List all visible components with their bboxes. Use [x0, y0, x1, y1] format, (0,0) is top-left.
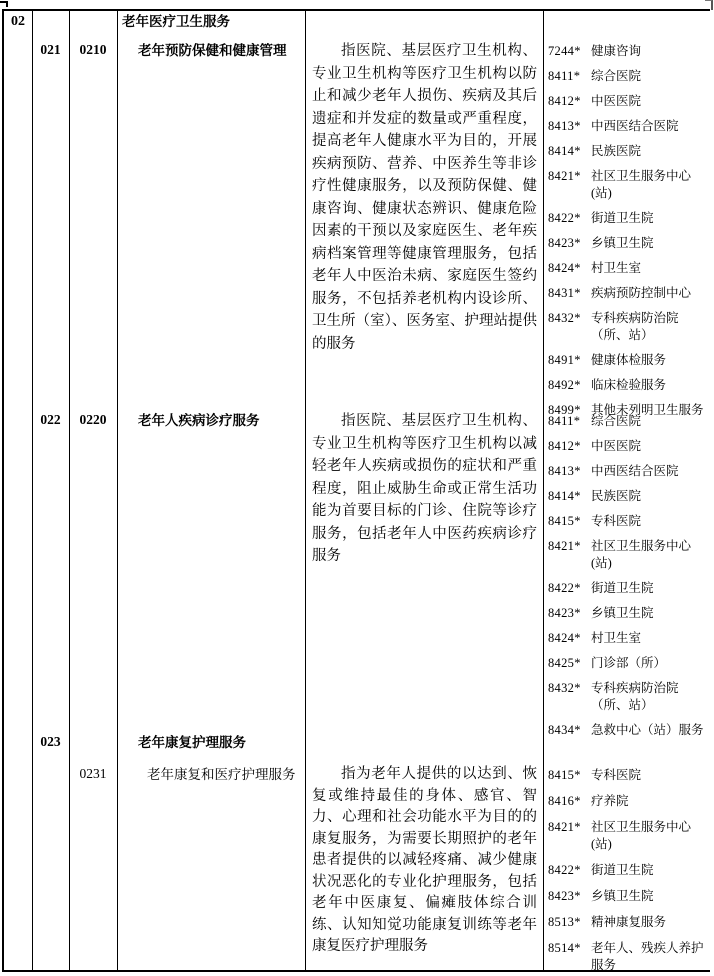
industry-code: 8412*	[548, 439, 581, 453]
item-code: 0231	[79, 766, 107, 781]
industry-code: 8432*	[548, 681, 581, 695]
industry-code-label: 乡镇卫生院	[591, 889, 654, 903]
industry-code: 8514*	[548, 941, 581, 955]
industry-code-entry	[548, 914, 708, 931]
industry-code: 8416*	[548, 794, 581, 808]
category-description: 指为老年人提供的以达到、恢复或维持最佳的身体、感官、智力、心理和社会功能水平为目的的康复服务，为需要长期照护的老年患者提供的以减轻疼痛、减少健康状况恶化的专业化护理服务，包括老年中医康复、偏瘫肢体综合训练、认知知觉功能康复训练等老年康复医疗护理服务	[312, 766, 537, 954]
category-title: 老年康复和医疗护理服务	[147, 767, 296, 782]
category-description: 指医院、基层医疗卫生机构、专业卫生机构等医疗卫生机构以减轻老年人疾病或损伤的症状和严重程度，阻止威胁生命或正常生活功能为首要目标的门诊、住院等诊疗服务，包括老年人中医药疾病诊疗服务	[312, 413, 537, 564]
industry-code-entry	[548, 260, 708, 277]
industry-code-label: 专科疾病防治院（所、站）	[591, 681, 679, 712]
industry-codes-list	[543, 40, 710, 427]
industry-code-label: 中医医院	[591, 439, 642, 453]
industry-code-label: 其他未列明卫生服务	[591, 403, 704, 417]
category-title-cell	[117, 410, 305, 430]
industry-code: 8431*	[548, 286, 581, 300]
industry-code: 8432*	[548, 311, 581, 325]
industry-code-label: 综合医院	[591, 414, 642, 428]
industry-code: 8425*	[548, 656, 581, 670]
industry-code-label: 乡镇卫生院	[591, 236, 654, 250]
industry-codes-list	[543, 732, 710, 735]
industry-code: 8424*	[548, 631, 581, 645]
industry-code: 8412*	[548, 94, 581, 108]
industry-code-entry	[548, 438, 708, 455]
industry-code-label: 街道卫生院	[591, 211, 654, 225]
industry-code-entry	[548, 285, 708, 302]
industry-code-label: 中西医结合医院	[591, 464, 679, 478]
industry-code-entry	[548, 377, 708, 394]
industry-code: 8414*	[548, 489, 581, 503]
industry-code-label: 社区卫生服务中心(站)	[591, 539, 692, 570]
industry-code: 8499*	[548, 403, 581, 417]
industry-code-label: 民族医院	[591, 489, 642, 503]
industry-code-entry	[548, 862, 708, 879]
industry-code: 8423*	[548, 606, 581, 620]
category-title-cell	[117, 40, 305, 60]
category-title: 老年预防保健和健康管理	[138, 43, 287, 58]
industry-code-label: 专科医院	[591, 514, 642, 528]
category-title-cell	[117, 732, 305, 752]
industry-code-label: 村卫生室	[591, 631, 642, 645]
industry-code: 8411*	[548, 414, 581, 428]
industry-code: 8421*	[548, 169, 581, 183]
industry-code-label: 街道卫生院	[591, 863, 654, 877]
industry-code: 8414*	[548, 144, 581, 158]
industry-code-label: 健康体检服务	[591, 353, 667, 367]
industry-code: 8513*	[548, 915, 581, 929]
industry-code-label: 临床检验服务	[591, 378, 667, 392]
category-description-cell	[305, 764, 543, 958]
group-code: 022	[40, 412, 61, 427]
industry-code: 8434*	[548, 723, 581, 737]
industry-code-entry	[548, 605, 708, 622]
industry-code: 8413*	[548, 464, 581, 478]
industry-code: 8424*	[548, 261, 581, 275]
industry-code-label: 社区卫生服务中心(站)	[591, 820, 692, 851]
group-code: 021	[40, 42, 61, 57]
industry-code-entry	[548, 93, 708, 110]
industry-code: 7244*	[548, 44, 581, 58]
industry-code-entry	[548, 143, 708, 160]
industry-code: 8415*	[548, 514, 581, 528]
crop-mark-top-left	[0, 1, 8, 7]
industry-codes-list	[543, 764, 710, 972]
industry-code-entry	[548, 722, 708, 739]
industry-code-entry	[548, 310, 708, 344]
section-title: 老年医疗卫生服务	[122, 14, 230, 29]
industry-code-entry	[548, 43, 708, 60]
industry-code-label: 社区卫生服务中心(站)	[591, 169, 692, 200]
industry-code: 8422*	[548, 211, 581, 225]
table-row	[4, 762, 710, 972]
industry-code-entry	[548, 352, 708, 369]
industry-code-label: 村卫生室	[591, 261, 642, 275]
industry-code-entry	[548, 463, 708, 480]
industry-codes-list	[543, 410, 710, 747]
industry-code-label: 门诊部（所）	[591, 656, 667, 670]
industry-code: 8415*	[548, 768, 581, 782]
table-row	[4, 38, 710, 417]
industry-code-label: 疗养院	[591, 794, 629, 808]
industry-code: 8423*	[548, 236, 581, 250]
industry-code-entry	[548, 235, 708, 252]
column-border	[543, 11, 544, 970]
category-description-cell	[305, 40, 543, 355]
industry-code-entry	[548, 793, 708, 810]
industry-code: 8421*	[548, 539, 581, 553]
industry-code-label: 乡镇卫生院	[591, 606, 654, 620]
column-border	[69, 11, 70, 970]
industry-code-entry	[548, 767, 708, 784]
section-code: 02	[11, 14, 25, 29]
industry-code-label: 中西医结合医院	[591, 119, 679, 133]
column-border	[32, 11, 33, 970]
item-code	[69, 732, 117, 733]
industry-code-label: 疾病预防控制中心	[591, 286, 692, 300]
industry-code-entry	[548, 888, 708, 905]
table-rows	[4, 38, 710, 972]
group-code: 023	[40, 734, 61, 749]
industry-code-label: 民族医院	[591, 144, 642, 158]
industry-code-label: 老年人、残疾人养护服务	[591, 941, 704, 972]
industry-code: 8422*	[548, 581, 581, 595]
category-description-cell	[305, 410, 543, 568]
industry-code-label: 中医医院	[591, 94, 642, 108]
classification-table	[2, 9, 710, 972]
industry-code-label: 专科医院	[591, 768, 642, 782]
item-code: 0210	[79, 42, 107, 57]
column-border	[117, 11, 118, 970]
column-border	[305, 11, 306, 970]
industry-code-entry	[548, 488, 708, 505]
group-code	[32, 764, 69, 765]
item-code: 0220	[79, 412, 107, 427]
section-header-row	[4, 11, 710, 38]
industry-code-label: 健康咨询	[591, 44, 642, 58]
industry-code-entry	[548, 513, 708, 530]
industry-code-label: 精神康复服务	[591, 915, 667, 929]
category-description: 指医院、基层医疗卫生机构、专业卫生机构等医疗卫生机构以防止和减少老年人损伤、疾病及其后遗症和并发症的数量或严重程度，提高老年人健康水平为目的，开展疾病预防、营养、中医养生等非诊疗性健康服务，以及预防保健、健康咨询、健康状态辨识、健康危险因素的干预以及家庭医生、老年疾病档案管理等健康管理服务，包括老年人中医治未病、家庭医生签约服务，不包括养老机构内设诊所、卫生所（室）、医务室、护理站提供的服务	[312, 43, 537, 352]
category-title-cell	[117, 764, 305, 784]
industry-code-label: 急救中心（站）服务	[591, 723, 704, 737]
industry-code-entry	[548, 68, 708, 85]
industry-code-entry	[548, 580, 708, 597]
industry-code-entry	[548, 210, 708, 227]
industry-code-label: 街道卫生院	[591, 581, 654, 595]
industry-code-entry	[548, 118, 708, 135]
industry-code: 8422*	[548, 863, 581, 877]
industry-code-entry	[548, 655, 708, 672]
table-row	[4, 408, 710, 737]
industry-code-entry	[548, 168, 708, 202]
industry-code: 8492*	[548, 378, 581, 392]
industry-code-entry	[548, 630, 708, 647]
industry-code: 8411*	[548, 69, 581, 83]
category-title: 老年康复护理服务	[138, 735, 246, 750]
industry-code-entry	[548, 940, 708, 972]
industry-code-label: 专科疾病防治院（所、站）	[591, 311, 679, 342]
industry-code-entry	[548, 680, 708, 714]
industry-code: 8491*	[548, 353, 581, 367]
industry-code-entry	[548, 819, 708, 853]
category-title: 老年人疾病诊疗服务	[138, 413, 260, 428]
industry-code-entry	[548, 538, 708, 572]
industry-code: 8421*	[548, 820, 581, 834]
industry-code: 8413*	[548, 119, 581, 133]
industry-code-label: 综合医院	[591, 69, 642, 83]
industry-code-entry	[548, 413, 708, 430]
industry-code: 8423*	[548, 889, 581, 903]
